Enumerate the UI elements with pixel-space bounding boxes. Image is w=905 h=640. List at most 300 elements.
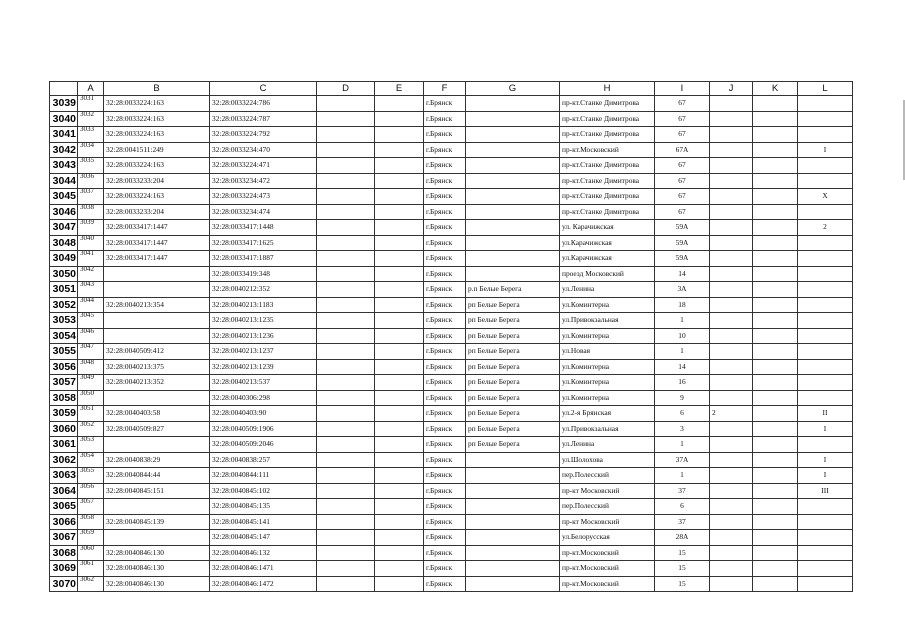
cell-i[interactable]: 59А (655, 235, 710, 251)
cell-i[interactable]: 1 (655, 437, 710, 453)
cell-k[interactable] (753, 158, 798, 174)
cell-b[interactable] (104, 328, 210, 344)
cell-h[interactable]: ул. Карачижская (560, 220, 655, 236)
cell-k[interactable] (753, 127, 798, 143)
cell-e[interactable] (375, 328, 424, 344)
cell-l[interactable] (798, 545, 853, 561)
cell-a[interactable] (78, 452, 104, 468)
cell-g[interactable] (466, 204, 560, 220)
cell-g[interactable]: рп Белые Берега (466, 359, 560, 375)
cell-c[interactable]: 32:28:0033224:471 (210, 158, 317, 174)
cell-f[interactable]: г.Брянск (424, 173, 466, 189)
cell-a[interactable] (78, 235, 104, 251)
cell-k[interactable] (753, 390, 798, 406)
row-number[interactable]: 3067 (50, 530, 78, 546)
row-number[interactable]: 3040 (50, 111, 78, 127)
cell-l[interactable]: 2 (798, 220, 853, 236)
cell-f[interactable]: г.Брянск (424, 530, 466, 546)
cell-b[interactable]: 32:28:0033417:1447 (104, 220, 210, 236)
row-number[interactable]: 3048 (50, 235, 78, 251)
cell-e[interactable] (375, 499, 424, 515)
cell-d[interactable] (317, 561, 375, 577)
cell-a[interactable] (78, 111, 104, 127)
cell-a[interactable] (78, 375, 104, 391)
cell-e[interactable] (375, 189, 424, 205)
cell-b[interactable]: 32:28:0033417:1447 (104, 235, 210, 251)
cell-b[interactable]: 32:28:0040213:375 (104, 359, 210, 375)
cell-a[interactable] (78, 514, 104, 530)
cell-h[interactable]: пр-кт.Московский (560, 561, 655, 577)
cell-l[interactable]: I (798, 142, 853, 158)
row-number[interactable]: 3046 (50, 204, 78, 220)
cell-i[interactable]: 3А (655, 282, 710, 298)
cell-e[interactable] (375, 220, 424, 236)
cell-i[interactable]: 67 (655, 127, 710, 143)
cell-l[interactable] (798, 173, 853, 189)
cell-j[interactable] (710, 545, 753, 561)
cell-c[interactable]: 32:28:0040213:1237 (210, 344, 317, 360)
cell-h[interactable]: пр-кт Московский (560, 483, 655, 499)
cell-j[interactable] (710, 282, 753, 298)
cell-j[interactable] (710, 468, 753, 484)
cell-g[interactable] (466, 189, 560, 205)
cell-d[interactable] (317, 220, 375, 236)
cell-e[interactable] (375, 158, 424, 174)
cell-c[interactable]: 32:28:0033224:786 (210, 96, 317, 112)
cell-a[interactable] (78, 173, 104, 189)
cell-l[interactable] (798, 313, 853, 329)
cell-e[interactable] (375, 313, 424, 329)
cell-c[interactable]: 32:28:0040213:1236 (210, 328, 317, 344)
cell-g[interactable] (466, 142, 560, 158)
cell-e[interactable] (375, 282, 424, 298)
cell-e[interactable] (375, 545, 424, 561)
cell-e[interactable] (375, 251, 424, 267)
cell-k[interactable] (753, 545, 798, 561)
row-number[interactable]: 3052 (50, 297, 78, 313)
cell-a[interactable] (78, 220, 104, 236)
row-number[interactable]: 3063 (50, 468, 78, 484)
cell-d[interactable] (317, 235, 375, 251)
cell-i[interactable]: 10 (655, 328, 710, 344)
cell-h[interactable]: ул.Новая (560, 344, 655, 360)
cell-i[interactable]: 1 (655, 468, 710, 484)
cell-l[interactable] (798, 158, 853, 174)
cell-h[interactable]: ул.Карачижская (560, 235, 655, 251)
cell-f[interactable]: г.Брянск (424, 96, 466, 112)
cell-j[interactable] (710, 173, 753, 189)
cell-e[interactable] (375, 297, 424, 313)
cell-a[interactable] (78, 545, 104, 561)
cell-g[interactable]: рп Белые Берега (466, 344, 560, 360)
cell-h[interactable]: ул.Коминтерна (560, 390, 655, 406)
cell-a[interactable] (78, 297, 104, 313)
cell-a[interactable] (78, 251, 104, 267)
cell-c[interactable]: 32:28:0040509:1906 (210, 421, 317, 437)
cell-g[interactable]: рп Белые Берега (466, 313, 560, 329)
cell-j[interactable] (710, 499, 753, 515)
cell-a[interactable] (78, 313, 104, 329)
cell-h[interactable]: пр-кт.Московский (560, 142, 655, 158)
cell-b[interactable] (104, 530, 210, 546)
cell-d[interactable] (317, 545, 375, 561)
cell-e[interactable] (375, 142, 424, 158)
cell-j[interactable] (710, 297, 753, 313)
cell-f[interactable]: г.Брянск (424, 111, 466, 127)
cell-f[interactable]: г.Брянск (424, 514, 466, 530)
cell-h[interactable]: ул.Коминтерна (560, 375, 655, 391)
cell-j[interactable] (710, 142, 753, 158)
row-number[interactable]: 3049 (50, 251, 78, 267)
cell-d[interactable] (317, 313, 375, 329)
row-number[interactable]: 3066 (50, 514, 78, 530)
cell-a[interactable] (78, 189, 104, 205)
cell-a[interactable] (78, 328, 104, 344)
cell-i[interactable]: 15 (655, 576, 710, 592)
cell-j[interactable] (710, 530, 753, 546)
cell-b[interactable] (104, 266, 210, 282)
cell-d[interactable] (317, 483, 375, 499)
row-number[interactable]: 3051 (50, 282, 78, 298)
cell-l[interactable] (798, 251, 853, 267)
column-header[interactable]: F (424, 82, 466, 96)
cell-f[interactable]: г.Брянск (424, 251, 466, 267)
cell-h[interactable]: ул.Коминтерна (560, 297, 655, 313)
cell-f[interactable]: г.Брянск (424, 328, 466, 344)
cell-i[interactable]: 67 (655, 189, 710, 205)
cell-g[interactable] (466, 468, 560, 484)
cell-g[interactable] (466, 561, 560, 577)
cell-f[interactable]: г.Брянск (424, 344, 466, 360)
cell-k[interactable] (753, 251, 798, 267)
row-number[interactable]: 3070 (50, 576, 78, 592)
cell-j[interactable] (710, 359, 753, 375)
cell-c[interactable]: 32:28:0040306:298 (210, 390, 317, 406)
cell-c[interactable]: 32:28:0033234:470 (210, 142, 317, 158)
cell-e[interactable] (375, 452, 424, 468)
cell-e[interactable] (375, 406, 424, 422)
cell-h[interactable]: пр-кт.Станке Димитрова (560, 158, 655, 174)
cell-h[interactable]: ул.Карачижская (560, 251, 655, 267)
column-header[interactable]: D (317, 82, 375, 96)
cell-i[interactable]: 15 (655, 545, 710, 561)
cell-e[interactable] (375, 127, 424, 143)
cell-f[interactable]: г.Брянск (424, 375, 466, 391)
cell-l[interactable] (798, 437, 853, 453)
cell-f[interactable]: г.Брянск (424, 561, 466, 577)
cell-f[interactable]: г.Брянск (424, 235, 466, 251)
cell-h[interactable]: пер.Полесский (560, 468, 655, 484)
cell-d[interactable] (317, 514, 375, 530)
cell-d[interactable] (317, 96, 375, 112)
cell-j[interactable] (710, 421, 753, 437)
cell-d[interactable] (317, 297, 375, 313)
cell-h[interactable]: ул.Белорусская (560, 530, 655, 546)
cell-i[interactable]: 15 (655, 561, 710, 577)
cell-f[interactable]: г.Брянск (424, 576, 466, 592)
cell-j[interactable] (710, 251, 753, 267)
cell-d[interactable] (317, 468, 375, 484)
cell-b[interactable]: 32:28:0040838:29 (104, 452, 210, 468)
cell-k[interactable] (753, 359, 798, 375)
cell-a[interactable] (78, 127, 104, 143)
cell-h[interactable]: пр-кт.Станке Димитрова (560, 96, 655, 112)
cell-c[interactable]: 32:28:0040846:1472 (210, 576, 317, 592)
cell-j[interactable] (710, 111, 753, 127)
cell-c[interactable]: 32:28:0040845:102 (210, 483, 317, 499)
row-number[interactable]: 3059 (50, 406, 78, 422)
cell-k[interactable] (753, 313, 798, 329)
cell-b[interactable] (104, 282, 210, 298)
cell-e[interactable] (375, 204, 424, 220)
cell-f[interactable]: г.Брянск (424, 437, 466, 453)
cell-j[interactable] (710, 96, 753, 112)
cell-k[interactable] (753, 111, 798, 127)
cell-i[interactable]: 18 (655, 297, 710, 313)
cell-j[interactable] (710, 235, 753, 251)
row-number[interactable]: 3065 (50, 499, 78, 515)
cell-b[interactable] (104, 313, 210, 329)
cell-h[interactable]: пер.Полесский (560, 499, 655, 515)
cell-e[interactable] (375, 111, 424, 127)
cell-c[interactable]: 32:28:0033224:792 (210, 127, 317, 143)
cell-a[interactable] (78, 421, 104, 437)
cell-d[interactable] (317, 111, 375, 127)
cell-j[interactable]: 2 (710, 406, 753, 422)
cell-i[interactable]: 59А (655, 220, 710, 236)
cell-h[interactable]: ул.Привокзальная (560, 421, 655, 437)
cell-g[interactable] (466, 96, 560, 112)
cell-c[interactable]: 32:28:0040213:1235 (210, 313, 317, 329)
cell-b[interactable]: 32:28:0040846:130 (104, 545, 210, 561)
cell-a[interactable] (78, 204, 104, 220)
cell-g[interactable] (466, 530, 560, 546)
cell-j[interactable] (710, 390, 753, 406)
cell-l[interactable]: X (798, 189, 853, 205)
cell-a[interactable] (78, 561, 104, 577)
column-header[interactable]: E (375, 82, 424, 96)
cell-d[interactable] (317, 452, 375, 468)
cell-l[interactable] (798, 328, 853, 344)
cell-g[interactable] (466, 514, 560, 530)
cell-g[interactable]: рп Белые Берега (466, 297, 560, 313)
cell-g[interactable] (466, 483, 560, 499)
cell-i[interactable]: 37 (655, 483, 710, 499)
row-number[interactable]: 3045 (50, 189, 78, 205)
cell-d[interactable] (317, 499, 375, 515)
cell-l[interactable] (798, 204, 853, 220)
cell-d[interactable] (317, 390, 375, 406)
cell-k[interactable] (753, 421, 798, 437)
cell-c[interactable]: 32:28:0040213:1239 (210, 359, 317, 375)
cell-g[interactable] (466, 576, 560, 592)
cell-d[interactable] (317, 251, 375, 267)
cell-l[interactable] (798, 561, 853, 577)
cell-i[interactable]: 16 (655, 375, 710, 391)
cell-d[interactable] (317, 437, 375, 453)
cell-k[interactable] (753, 282, 798, 298)
cell-k[interactable] (753, 297, 798, 313)
cell-d[interactable] (317, 158, 375, 174)
row-number[interactable]: 3058 (50, 390, 78, 406)
row-number[interactable]: 3068 (50, 545, 78, 561)
cell-i[interactable]: 6 (655, 499, 710, 515)
cell-b[interactable]: 32:28:0040509:827 (104, 421, 210, 437)
cell-a[interactable] (78, 390, 104, 406)
cell-k[interactable] (753, 483, 798, 499)
cell-j[interactable] (710, 189, 753, 205)
cell-k[interactable] (753, 514, 798, 530)
cell-f[interactable]: г.Брянск (424, 390, 466, 406)
cell-f[interactable]: г.Брянск (424, 142, 466, 158)
cell-l[interactable] (798, 390, 853, 406)
column-header[interactable]: H (560, 82, 655, 96)
cell-d[interactable] (317, 375, 375, 391)
cell-f[interactable]: г.Брянск (424, 499, 466, 515)
cell-g[interactable] (466, 266, 560, 282)
cell-c[interactable]: 32:28:0040846:132 (210, 545, 317, 561)
cell-g[interactable]: р.п Белые Берега (466, 282, 560, 298)
cell-e[interactable] (375, 483, 424, 499)
cell-g[interactable] (466, 158, 560, 174)
cell-b[interactable]: 32:28:0040846:130 (104, 576, 210, 592)
cell-i[interactable]: 59А (655, 251, 710, 267)
row-number[interactable]: 3057 (50, 375, 78, 391)
cell-a[interactable] (78, 406, 104, 422)
cell-b[interactable]: 32:28:0033233:204 (104, 173, 210, 189)
cell-c[interactable]: 32:28:0040212:352 (210, 282, 317, 298)
cell-g[interactable] (466, 251, 560, 267)
cell-e[interactable] (375, 437, 424, 453)
cell-h[interactable]: ул.Ленина (560, 282, 655, 298)
cell-a[interactable] (78, 266, 104, 282)
cell-a[interactable] (78, 468, 104, 484)
cell-e[interactable] (375, 375, 424, 391)
cell-d[interactable] (317, 576, 375, 592)
cell-l[interactable] (798, 359, 853, 375)
cell-f[interactable]: г.Брянск (424, 297, 466, 313)
cell-k[interactable] (753, 576, 798, 592)
cell-i[interactable]: 37А (655, 452, 710, 468)
cell-d[interactable] (317, 204, 375, 220)
cell-e[interactable] (375, 173, 424, 189)
row-number[interactable]: 3053 (50, 313, 78, 329)
cell-j[interactable] (710, 437, 753, 453)
cell-c[interactable]: 32:28:0033417:1448 (210, 220, 317, 236)
cell-d[interactable] (317, 173, 375, 189)
row-number[interactable]: 3054 (50, 328, 78, 344)
row-number[interactable]: 3039 (50, 96, 78, 112)
cell-d[interactable] (317, 266, 375, 282)
row-number[interactable]: 3042 (50, 142, 78, 158)
cell-f[interactable]: г.Брянск (424, 545, 466, 561)
cell-i[interactable]: 67 (655, 158, 710, 174)
cell-i[interactable]: 67А (655, 142, 710, 158)
cell-e[interactable] (375, 514, 424, 530)
cell-j[interactable] (710, 220, 753, 236)
cell-i[interactable]: 6 (655, 406, 710, 422)
cell-f[interactable]: г.Брянск (424, 127, 466, 143)
cell-c[interactable]: 32:28:0033224:787 (210, 111, 317, 127)
cell-c[interactable]: 32:28:0040845:147 (210, 530, 317, 546)
cell-e[interactable] (375, 344, 424, 360)
cell-h[interactable]: пр-кт.Станке Димитрова (560, 204, 655, 220)
cell-h[interactable]: ул.2-я Брянская (560, 406, 655, 422)
column-header[interactable]: B (104, 82, 210, 96)
cell-h[interactable]: ул.Привокзальная (560, 313, 655, 329)
cell-i[interactable]: 67 (655, 111, 710, 127)
cell-c[interactable]: 32:28:0040213:537 (210, 375, 317, 391)
column-header[interactable]: G (466, 82, 560, 96)
cell-k[interactable] (753, 468, 798, 484)
cell-c[interactable]: 32:28:0040845:141 (210, 514, 317, 530)
cell-d[interactable] (317, 359, 375, 375)
cell-k[interactable] (753, 530, 798, 546)
cell-l[interactable]: III (798, 483, 853, 499)
cell-b[interactable]: 32:28:0033224:163 (104, 111, 210, 127)
cell-l[interactable] (798, 282, 853, 298)
cell-b[interactable]: 32:28:0040509:412 (104, 344, 210, 360)
cell-e[interactable] (375, 359, 424, 375)
cell-e[interactable] (375, 96, 424, 112)
row-number[interactable]: 3069 (50, 561, 78, 577)
cell-f[interactable]: г.Брянск (424, 204, 466, 220)
cell-h[interactable]: пр-кт.Московский (560, 545, 655, 561)
cell-l[interactable] (798, 96, 853, 112)
cell-g[interactable]: рп Белые Берега (466, 406, 560, 422)
cell-j[interactable] (710, 127, 753, 143)
cell-h[interactable]: проезд Московский (560, 266, 655, 282)
cell-c[interactable]: 32:28:0040844:111 (210, 468, 317, 484)
cell-f[interactable]: г.Брянск (424, 421, 466, 437)
cell-l[interactable] (798, 375, 853, 391)
row-number[interactable]: 3050 (50, 266, 78, 282)
column-header[interactable]: L (798, 82, 853, 96)
cell-c[interactable]: 32:28:0040403:90 (210, 406, 317, 422)
cell-a[interactable] (78, 142, 104, 158)
cell-g[interactable] (466, 220, 560, 236)
cell-b[interactable]: 32:28:0040403:58 (104, 406, 210, 422)
row-number[interactable]: 3060 (50, 421, 78, 437)
cell-b[interactable]: 32:28:0033224:163 (104, 189, 210, 205)
cell-c[interactable]: 32:28:0033224:473 (210, 189, 317, 205)
cell-b[interactable]: 32:28:0040846:130 (104, 561, 210, 577)
cell-g[interactable]: рп Белые Берега (466, 390, 560, 406)
cell-g[interactable]: рп Белые Берега (466, 437, 560, 453)
cell-j[interactable] (710, 375, 753, 391)
cell-l[interactable]: I (798, 452, 853, 468)
cell-c[interactable]: 32:28:0040509:2046 (210, 437, 317, 453)
cell-c[interactable]: 32:28:0033417:1625 (210, 235, 317, 251)
cell-j[interactable] (710, 313, 753, 329)
cell-h[interactable]: ул.Коминтерна (560, 328, 655, 344)
cell-f[interactable]: г.Брянск (424, 468, 466, 484)
cell-h[interactable]: пр-кт.Станке Димитрова (560, 127, 655, 143)
cell-g[interactable] (466, 499, 560, 515)
cell-h[interactable]: ул.Шолохова (560, 452, 655, 468)
cell-b[interactable] (104, 390, 210, 406)
cell-i[interactable]: 14 (655, 266, 710, 282)
cell-b[interactable]: 32:28:0040213:352 (104, 375, 210, 391)
cell-k[interactable] (753, 173, 798, 189)
cell-a[interactable] (78, 530, 104, 546)
cell-g[interactable] (466, 235, 560, 251)
cell-d[interactable] (317, 344, 375, 360)
cell-h[interactable]: пр-кт.Московский (560, 576, 655, 592)
cell-l[interactable] (798, 266, 853, 282)
cell-f[interactable]: г.Брянск (424, 406, 466, 422)
cell-h[interactable]: ул.Коминтерна (560, 359, 655, 375)
